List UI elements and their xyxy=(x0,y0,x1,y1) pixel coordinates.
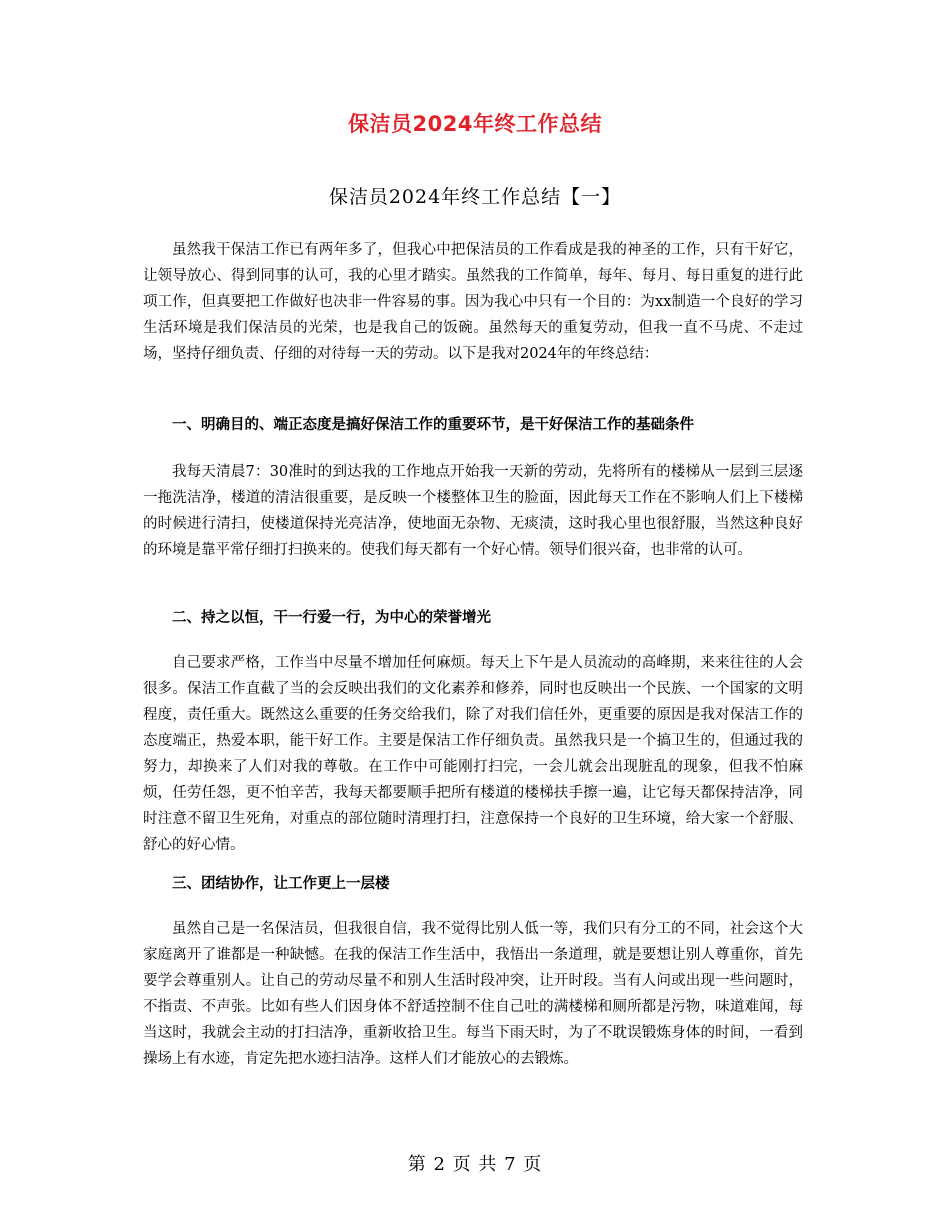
section-heading-3: 三、团结协作，让工作更上一层楼 xyxy=(172,876,390,892)
document-subtitle: 保洁员2024年终工作总结【一】 xyxy=(328,186,622,208)
section-heading-1: 一、明确目的、端正态度是搞好保洁工作的重要环节，是干好保洁工作的基础条件 xyxy=(172,417,694,433)
section-heading-2: 二、持之以恒，干一行爱一行，为中心的荣誉增光 xyxy=(172,610,491,626)
document-title: 保洁员2024年终工作总结 xyxy=(348,112,602,136)
section-body-2: 自己要求严格，工作当中尽量不增加任何麻烦。每天上下午是人员流动的高峰期，来来往往的人会很多。保洁工作直截了当的会反映出我们的文化素养和修养，同时也反映出一个民族、一个国家的文明程度，责任重大。既然这么重要的任务交给我们，除了对我们信任外，更重要的原因是我对保洁工作的态度端正，热爱本职，能干好工作。主要是保洁工作仔细负责。虽然我只是一个搞卫生的，但通过我的努力，却换来了人们对我的尊敬。在工作中可能刚打扫完，一会儿就会出现脏乱的现象，但我不怕麻烦，任劳任怨，更不怕辛苦，我每天都要顺手把所有楼道的楼梯扶手擦一遍，让它每天都保持洁净，同时注意不留卫生死角，对重点的部位随时清理打扫，注意保持一个良好的卫生环境，给大家一个舒服、舒心的好心情。 xyxy=(143,655,803,853)
page-number-footer: 第 2 页 共 7 页 xyxy=(407,1154,543,1175)
section-body-3: 虽然自己是一名保洁员，但我很自信，我不觉得比别人低一等，我们只有分工的不同，社会这个大家庭离开了谁都是一种缺憾。在我的保洁工作生活中，我悟出一条道理，就是要想让别人尊重你，首先要学会尊重别人。让自己的劳动尽量不和别人生活时段冲突，让开时段。当有人问或出现一些问题时，不指责、不声张。比如有些人们因身体不舒适控制不住自己吐的满楼梯和厕所都是污物，味道难闻，每当这时，我就会主动的打扫洁净，重新收拾卫生。每当下雨天时，为了不耽误锻炼身体的时间，一看到操场上有水迹，肯定先把水迹扫洁净。这样人们才能放心的去锻炼。 xyxy=(143,921,803,1067)
section-body-1: 我每天清晨7：30准时的到达我的工作地点开始我一天新的劳动，先将所有的楼梯从一层到三层逐一拖洗洁净，楼道的清洁很重要，是反映一个楼整体卫生的脸面，因此每天工作在不影响人们上下楼梯的时候进行清扫，使楼道保持光亮洁净，使地面无杂物、无痰渍，这时我心里也很舒服，当然这种良好的环境是靠平常仔细打扫换来的。使我们每天都有一个好心情。领导们很兴奋，也非常的认可。 xyxy=(143,464,803,558)
intro-paragraph: 虽然我干保洁工作已有两年多了，但我心中把保洁员的工作看成是我的神圣的工作，只有干好它，让领导放心、得到同事的认可，我的心里才踏实。虽然我的工作简单，每年、每月、每日重复的进行此项工作，但真要把工作做好也决非一件容易的事。因为我心中只有一个目的：为xx制造一个良好的学习生活环境是我们保洁员的光荣，也是我自己的饭碗。虽然每天的重复劳动，但我一直不马虎、不走过场，坚持仔细负责、仔细的对待每一天的劳动。以下是我对2024年的年终总结： xyxy=(143,242,803,362)
